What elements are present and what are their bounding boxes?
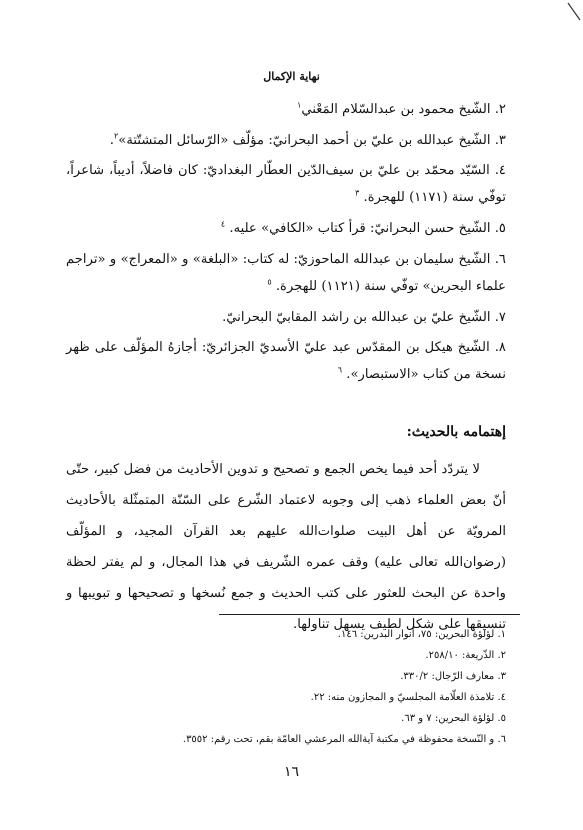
footnotes-list (66, 624, 506, 750)
footnote: ١. لؤلؤة البحرين: ٧٥، أنوار البدرين: ١٤٦. (337, 629, 506, 640)
item-text: ٣. الشّيخ عبدالله بن عليّ بن أحمد البحرانيّ: مؤلّف «الرّسائل المتشتّتة» (118, 132, 506, 148)
list-item (66, 334, 506, 388)
item-trail: . (109, 132, 114, 148)
list-item (66, 96, 506, 123)
item-text: ٢. الشّيخ محمود بن عبدالسّلام المَعْني (301, 102, 506, 117)
list-item (66, 215, 506, 242)
footnote-ref: ٢ (114, 131, 119, 141)
footnote: ٦. و النّسخة محفوظة في مكتبة آية‌الله المرعشي العامّة بقم، تحت رقم: ٣٥٥٢. (182, 734, 506, 745)
running-head: نهاية الإكمال (263, 70, 320, 83)
list-item (66, 127, 506, 154)
page-number: ١٦ (283, 764, 300, 780)
footnote: ٤. تلامذة العلّامة المجلسيّ و المجازون منه: ٢٢. (310, 692, 506, 703)
body-paragraph: لا يتردّد أحد فيما يخص الجمع و تصحيح و تدوين الأحاديث من فضل كبير، حتّى أنّ بعض العلماء ذهب إلى وجوبه لاعتماد الشّرع على السّنّة المتمثّلة بالأحاديث المرويّة عن أهل البيت صلوات‌الله عليهم بعد القرآن المجيد، و المؤلّف (رضوان‌الله تعالى عليه) وقف عمره الشّريف في هذا المجال، و لم يفتر لحظة واحدة عن البحث للعثور على كتب الحديث و جمع نُسخها و تصحيحها و تبويبها و تنسيقها على شكل لطيف يسهل تناولها. (66, 462, 506, 632)
footnote-ref: ١ (297, 100, 302, 110)
list-item (66, 246, 506, 300)
item-text: ٨. الشّيخ هيكل بن المقدّس عبد عليّ الأسديّ الجزائريّ: أجازهُ المؤلّف على ظهر نسخة من كتاب «الاستبصار». (66, 340, 506, 382)
item-text: ٦. الشّيخ سليمان بن عبدالله الماحوزيّ: له كتاب: «البلغة» و «المعراج» و «تراجم علماء البحرين» توفّي سنة (١١٢١) للهجرة. (66, 251, 506, 294)
footnote: ٢. الذّريعة: ٢٥٨/١٠. (425, 650, 506, 661)
list-item (66, 304, 506, 331)
footnote-ref: ٣ (355, 188, 360, 198)
item-text: ٥. الشّيخ حسن البحرانيّ: قرأ كتاب «الكافي» عليه. (229, 221, 506, 236)
item-text: ٧. الشّيخ عليّ بن عبدالله بن راشد المقابيّ البحرانيّ. (222, 309, 506, 325)
footnote: ٣. معارف الرّجال: ٣٣٠/٢. (400, 671, 506, 682)
footnote-ref: ٤ (220, 219, 226, 229)
footnote-ref: ٥ (267, 277, 272, 287)
footnote-divider (219, 614, 520, 615)
footnote: ٥. لؤلؤة البحرين: ٧ و ٦٣. (401, 713, 506, 724)
item-text: ٤. السّيّد محمّد بن عليّ بن سيف‌الدّين العطّار البغداديّ: كان فاضلاً، أديباً، شاعراً، توفّي سنة (١١٧١) للهجرة. (66, 163, 506, 205)
corner-slash-mark (560, 2, 582, 22)
students-list (66, 96, 506, 392)
section-heading: إهتمامه بالحديث: (406, 424, 506, 440)
footnote-ref: ٦ (337, 365, 343, 375)
list-item (66, 157, 506, 211)
